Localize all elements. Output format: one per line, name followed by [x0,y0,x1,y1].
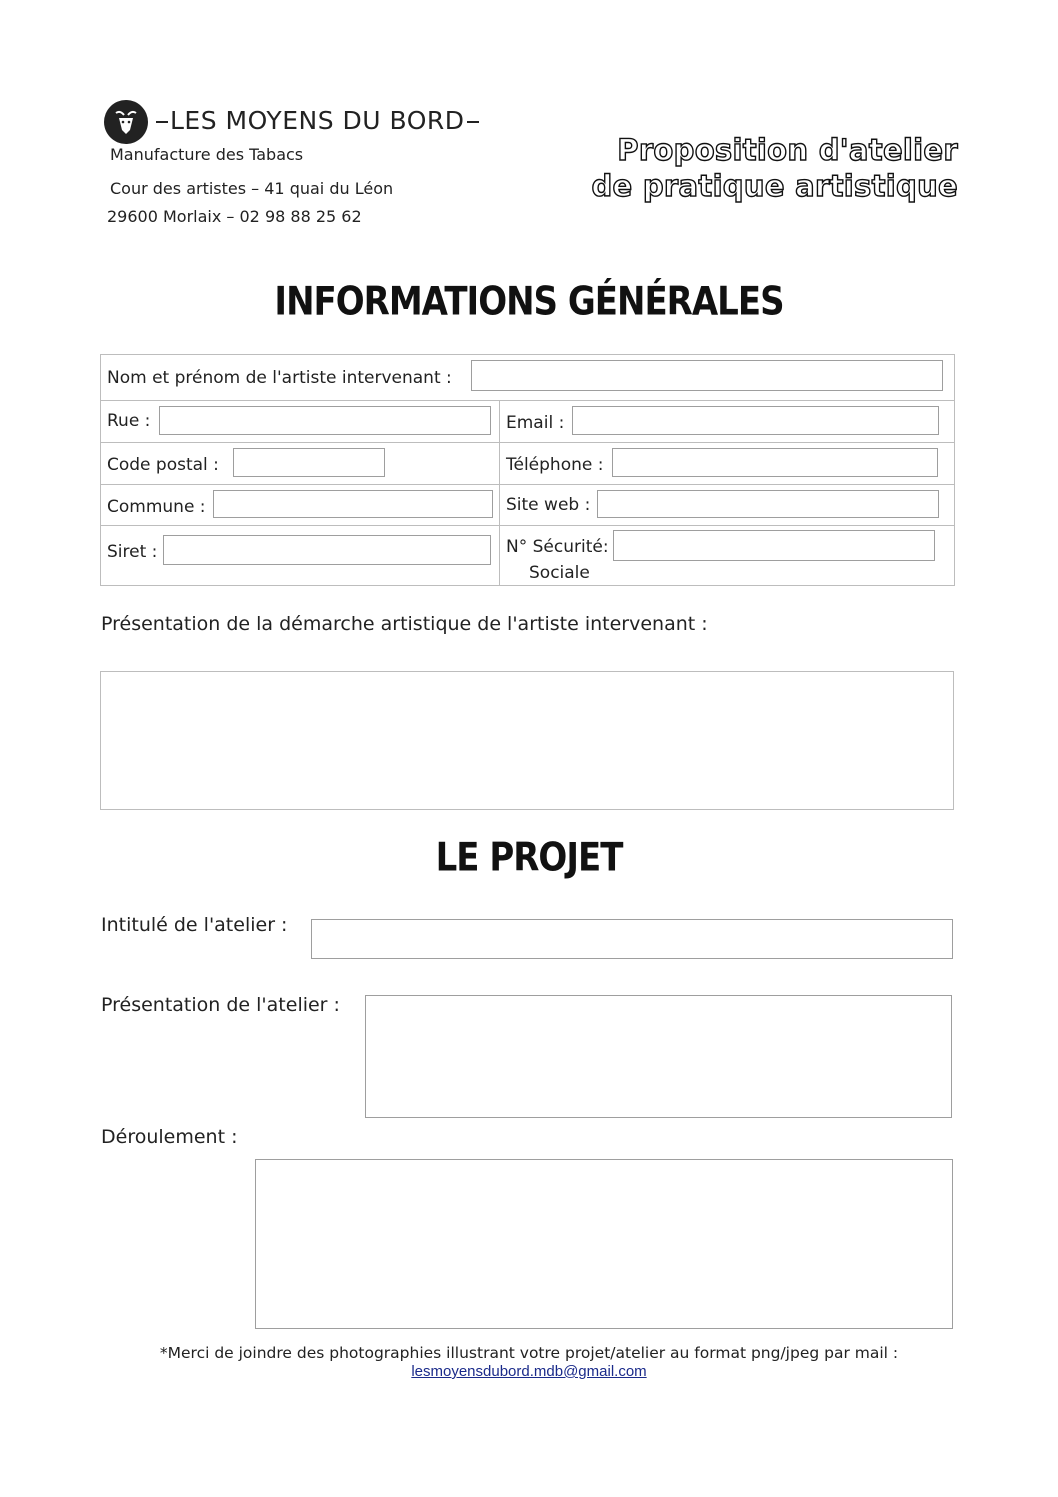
goat-icon [104,100,148,144]
city-label: Commune : [107,497,206,517]
address-line-1: Manufacture des Tabacs [110,145,304,164]
document-title-line-1: Proposition d'atelier [617,133,958,167]
artist-name-label: Nom et prénom de l'artiste intervenant : [107,368,452,388]
street-label: Rue : [107,411,151,431]
postal-code-label: Code postal : [107,455,219,475]
workshop-title-label: Intitulé de l'atelier : [101,914,288,936]
workshop-title-input[interactable] [311,919,953,959]
address-line-2: Cour des artistes – 41 quai du Léon [110,179,394,198]
workshop-presentation-label: Présentation de l'atelier : [101,994,340,1016]
phone-input[interactable] [612,448,938,477]
brand-name: LES MOYENS DU BORD [154,106,481,135]
contact-email-wrapper [0,1363,1058,1380]
document-title [591,132,958,204]
email-input[interactable] [572,406,939,435]
artistic-approach-label: Présentation de la démarche artistique de l'artiste intervenant : [101,613,708,635]
website-input[interactable] [597,490,939,518]
artist-name-input[interactable] [471,360,943,391]
schedule-label: Déroulement : [101,1126,238,1148]
schedule-textarea[interactable] [255,1159,953,1329]
photo-note: *Merci de joindre des photographies illustrant votre projet/atelier au format png/jpeg par mail : [159,1344,899,1362]
city-input[interactable] [213,490,493,518]
social-security-label-2: Sociale [529,563,590,583]
artistic-approach-textarea[interactable] [100,671,954,810]
general-info-table [100,354,955,586]
social-security-label: N° Sécurité: [506,537,609,557]
workshop-presentation-textarea[interactable] [365,995,952,1118]
phone-label: Téléphone : [506,455,604,475]
section-title-general: INFORMATIONS GÉNÉRALES [274,279,784,325]
section-title-project: LE PROJET [435,835,623,881]
social-security-input[interactable] [613,530,935,561]
street-input[interactable] [159,406,491,435]
siret-label: Siret : [107,542,158,562]
siret-input[interactable] [163,535,491,565]
contact-email-link[interactable]: lesmoyensdubord.mdb@gmail.com [411,1363,647,1380]
email-label: Email : [506,413,565,433]
logo-emblem [104,100,148,144]
address-line-3: 29600 Morlaix – 02 98 88 25 62 [107,207,362,226]
website-label: Site web : [506,495,591,515]
postal-code-input[interactable] [233,448,385,477]
document-title-line-2: de pratique artistique [591,169,958,203]
